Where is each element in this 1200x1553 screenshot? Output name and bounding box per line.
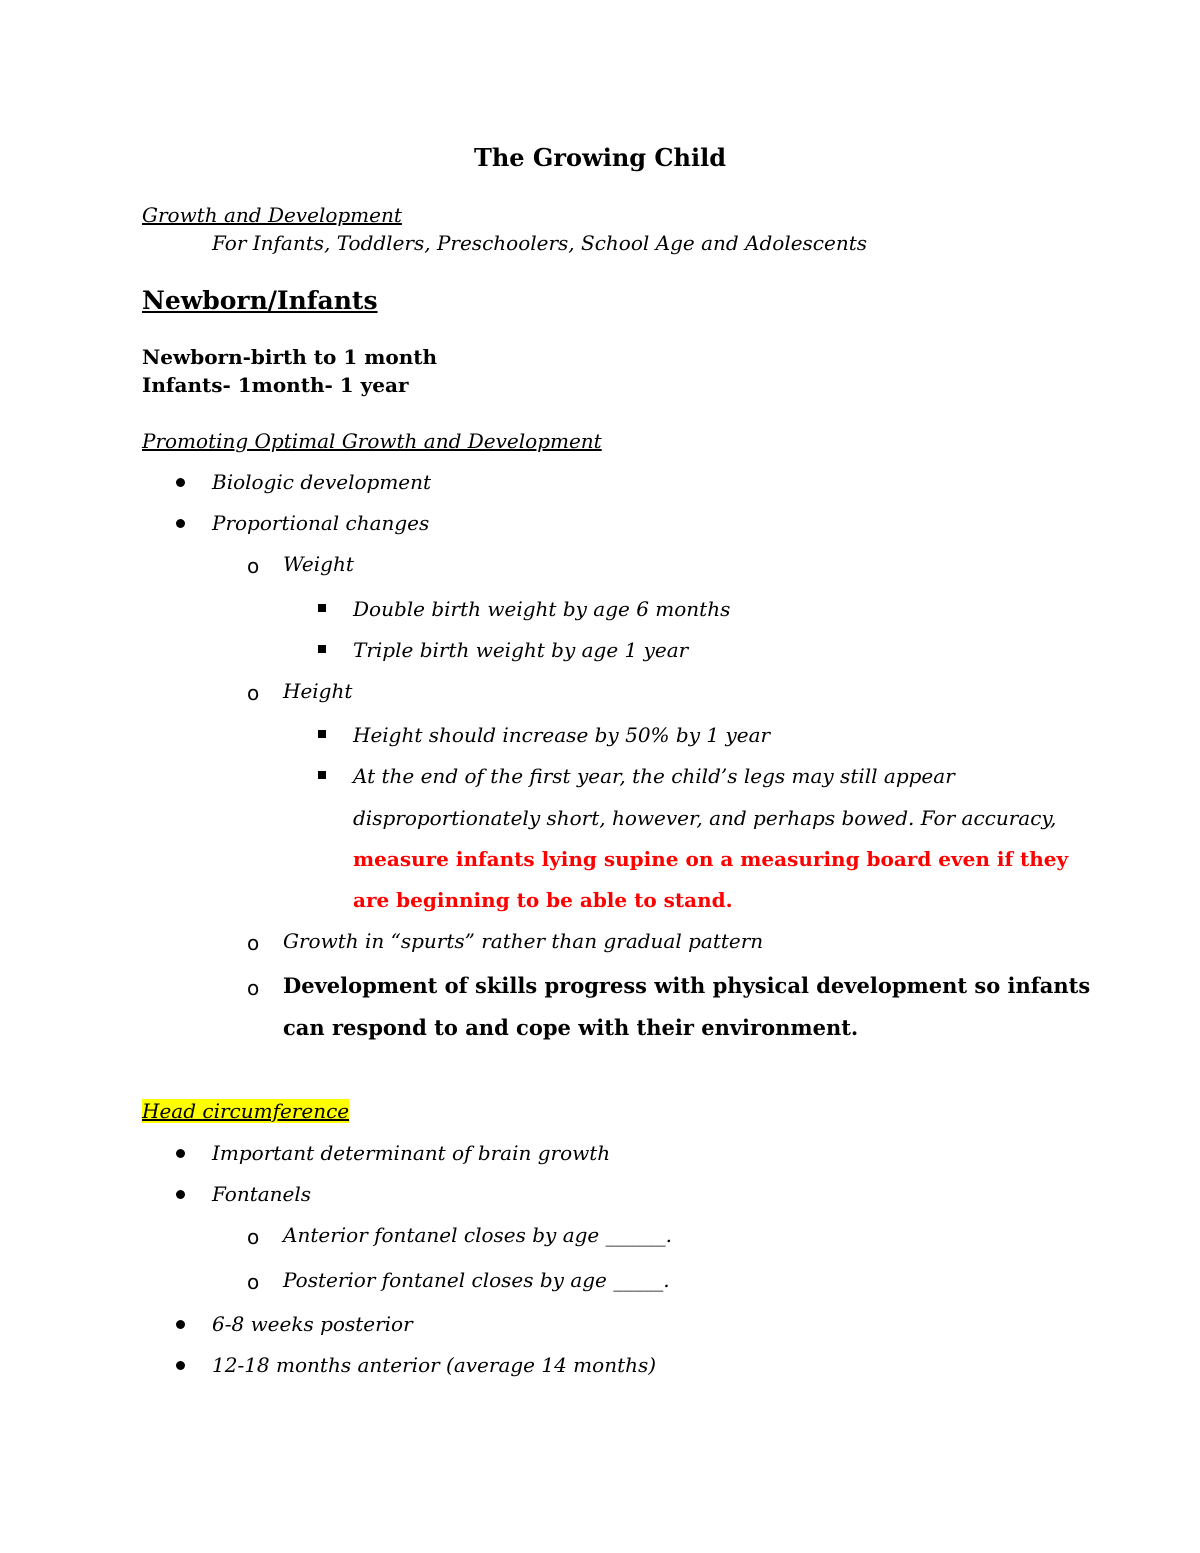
- weight-label: Weight: [283, 552, 354, 576]
- list-item: Proportional changes: [212, 511, 430, 535]
- list-item-continuation: can respond to and cope with their environment.: [283, 1015, 859, 1040]
- document-title: The Growing Child: [473, 143, 726, 172]
- list-item: Posterior fontanel closes by age _____.: [283, 1268, 670, 1292]
- list-item-continuation: disproportionately short, however, and perhaps bowed. For accuracy,: [353, 806, 1057, 830]
- list-item: Biologic development: [212, 470, 432, 494]
- emphasis-text: measure infants lying supine on a measuring board even if they: [353, 847, 1069, 871]
- square-bullet-icon: [318, 604, 326, 612]
- section-heading: Newborn/Infants: [142, 286, 378, 315]
- bullet-icon: [176, 519, 185, 528]
- list-item: Development of skills progress with physical development so infants: [283, 973, 1091, 998]
- list-item: At the end of the first year, the child’s legs may still appear: [353, 764, 955, 788]
- circle-bullet-icon: o: [247, 976, 260, 1000]
- head-heading: [142, 1099, 349, 1123]
- promoting-heading: Promoting Optimal Growth and Development: [142, 429, 602, 453]
- circle-bullet-icon: o: [247, 1270, 260, 1294]
- list-item: 6-8 weeks posterior: [212, 1312, 413, 1336]
- bullet-icon: [176, 1149, 185, 1158]
- height-label: Height: [283, 679, 353, 703]
- list-item: Anterior fontanel closes by age ______.: [283, 1223, 672, 1247]
- age-definition-infants: Infants- 1month- 1 year: [142, 373, 409, 397]
- list-item: Height should increase by 50% by 1 year: [353, 723, 771, 747]
- bullet-icon: [176, 1320, 185, 1329]
- list-item: Growth in “spurts” rather than gradual pattern: [283, 929, 764, 953]
- emphasis-text: are beginning to be able to stand.: [353, 888, 733, 912]
- subtitle-line: For Infants, Toddlers, Preschoolers, School Age and Adolescents: [212, 231, 868, 255]
- circle-bullet-icon: o: [247, 681, 260, 705]
- list-item: Double birth weight by age 6 months: [353, 597, 731, 621]
- list-item: Triple birth weight by age 1 year: [353, 638, 689, 662]
- age-definition-newborn: Newborn-birth to 1 month: [142, 345, 438, 369]
- circle-bullet-icon: o: [247, 554, 260, 578]
- circle-bullet-icon: o: [247, 1225, 260, 1249]
- square-bullet-icon: [318, 645, 326, 653]
- bullet-icon: [176, 1190, 185, 1199]
- square-bullet-icon: [318, 730, 326, 738]
- highlighted-text: Head circumference: [142, 1099, 350, 1123]
- list-item: Important determinant of brain growth: [212, 1141, 611, 1165]
- list-item: Fontanels: [212, 1182, 312, 1206]
- circle-bullet-icon: o: [247, 931, 260, 955]
- list-item: 12-18 months anterior (average 14 months): [212, 1353, 657, 1377]
- bullet-icon: [176, 1361, 185, 1370]
- subtitle-heading: Growth and Development: [142, 203, 402, 227]
- bullet-icon: [176, 478, 185, 487]
- square-bullet-icon: [318, 771, 326, 779]
